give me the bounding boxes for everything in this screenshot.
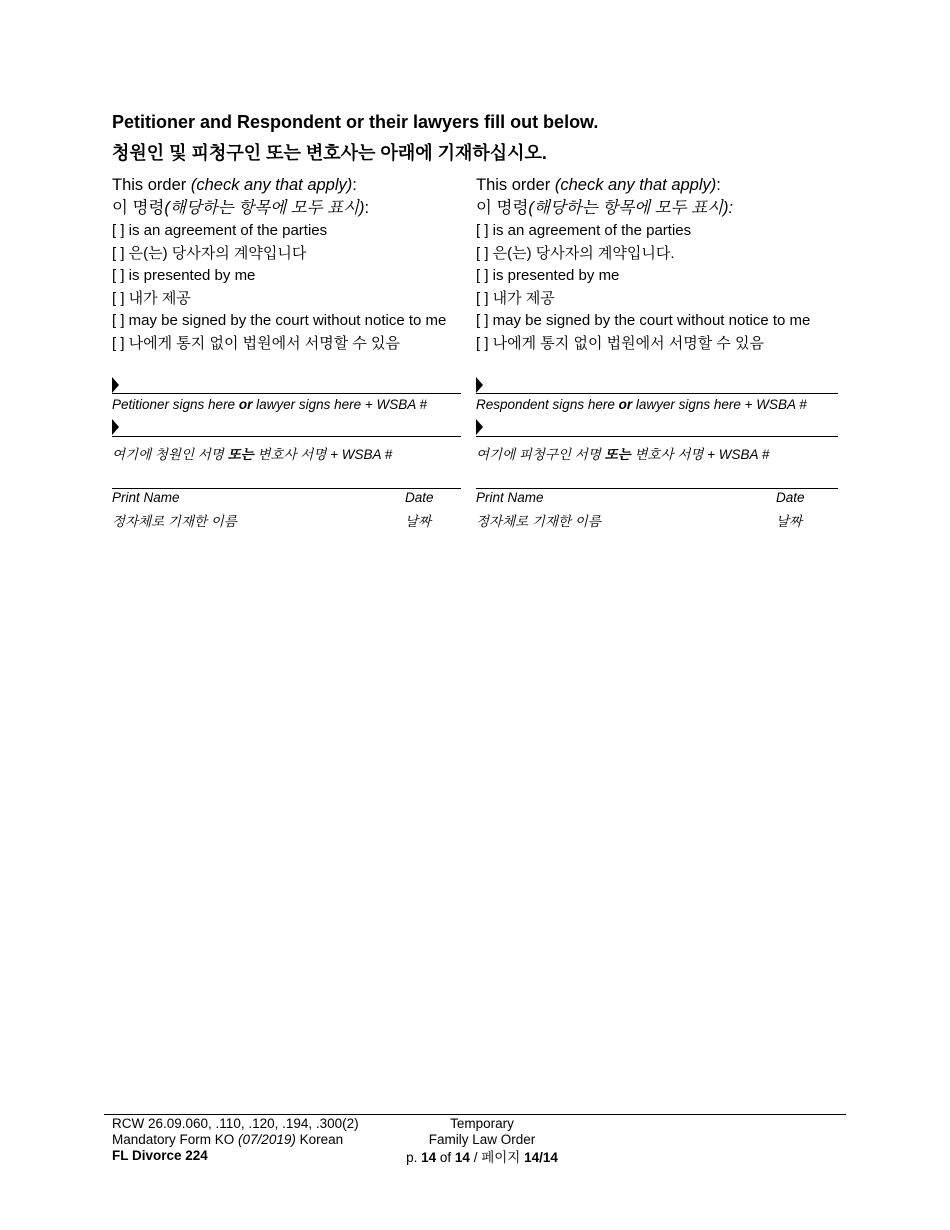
checkbox-no-notice-ko[interactable]: [ ] 나에게 통지 없이 법원에서 서명할 수 있음 [476, 334, 765, 352]
petitioner-signature-line-ko[interactable] [112, 436, 461, 437]
order-label-en: This order (check any that apply): [476, 176, 721, 194]
footer-divider [104, 1114, 846, 1115]
heading-english: Petitioner and Respondent or their lawyers fill out below. [112, 112, 599, 132]
petitioner-print-name-line[interactable] [112, 488, 461, 489]
footer-mandatory: Mandatory Form KO (07/2019) Korean [112, 1132, 344, 1147]
date-label: Date [405, 490, 434, 505]
respondent-signature-line[interactable] [476, 393, 838, 394]
checkbox-no-notice-ko[interactable]: [ ] 나에게 통지 없이 법원에서 서명할 수 있음 [112, 334, 401, 352]
sign-here-arrow-icon [476, 377, 483, 393]
print-name-label-ko: 정자체로 기재한 이름 [112, 514, 237, 529]
order-label-ko: 이 명령(해당하는 항목에 모두 표시): [112, 199, 370, 217]
print-name-label: Print Name [476, 490, 544, 505]
respondent-sign-label-ko: 여기에 피청구인 서명 또는 변호사 서명 + WSBA # [476, 447, 770, 462]
sign-here-arrow-icon [112, 377, 119, 393]
respondent-sign-label-en: Respondent signs here or lawyer signs here + WSBA # [476, 397, 807, 412]
heading-korean: 청원인 및 피청구인 또는 변호사는 아래에 기재하십시오. [112, 143, 547, 163]
date-label-ko: 날짜 [776, 514, 803, 529]
petitioner-column [112, 174, 462, 355]
order-label-en: This order (check any that apply): [112, 176, 357, 194]
checkbox-agreement-en[interactable]: [ ] is an agreement of the parties [112, 222, 328, 239]
checkbox-presented-ko[interactable]: [ ] 내가 제공 [112, 289, 191, 307]
footer-form-id: FL Divorce 224 [112, 1148, 208, 1163]
respondent-signature-line-ko[interactable] [476, 436, 838, 437]
checkbox-agreement-en[interactable]: [ ] is an agreement of the parties [476, 222, 692, 239]
footer-title-1: Temporary [450, 1116, 514, 1131]
checkbox-agreement-ko[interactable]: [ ] 은(는) 당사자의 계약입니다. [476, 244, 675, 262]
checkbox-presented-en[interactable]: [ ] is presented by me [476, 267, 620, 284]
print-name-label-ko: 정자체로 기재한 이름 [476, 514, 601, 529]
respondent-column [476, 174, 841, 355]
sign-here-arrow-icon [476, 419, 483, 435]
checkbox-presented-ko[interactable]: [ ] 내가 제공 [476, 289, 555, 307]
date-label-ko: 날짜 [405, 514, 432, 529]
petitioner-sign-label-en: Petitioner signs here or lawyer signs here + WSBA # [112, 397, 428, 412]
footer-left [112, 1116, 359, 1164]
sign-here-arrow-icon [112, 419, 119, 435]
checkbox-agreement-ko[interactable]: [ ] 은(는) 당사자의 계약입니다 [112, 244, 307, 262]
checkbox-no-notice-en[interactable]: [ ] may be signed by the court without notice to me [476, 312, 811, 329]
petitioner-sign-label-ko: 여기에 청원인 서명 또는 변호사 서명 + WSBA # [112, 447, 393, 462]
print-name-label: Print Name [112, 490, 180, 505]
footer-title-2: Family Law Order [428, 1132, 536, 1147]
footer-center [380, 1116, 584, 1166]
petitioner-signature-line[interactable] [112, 393, 461, 394]
date-label: Date [776, 490, 805, 505]
order-label-ko: 이 명령(해당하는 항목에 모두 표시): [476, 199, 734, 217]
page-number: p. 14 of 14 / 페이지 14/14 [406, 1150, 558, 1165]
respondent-print-name-line[interactable] [476, 488, 838, 489]
checkbox-presented-en[interactable]: [ ] is presented by me [112, 267, 256, 284]
checkbox-no-notice-en[interactable]: [ ] may be signed by the court without notice to me [112, 312, 447, 329]
footer-rcw: RCW 26.09.060, .110, .120, .194, .300(2) [112, 1116, 359, 1131]
